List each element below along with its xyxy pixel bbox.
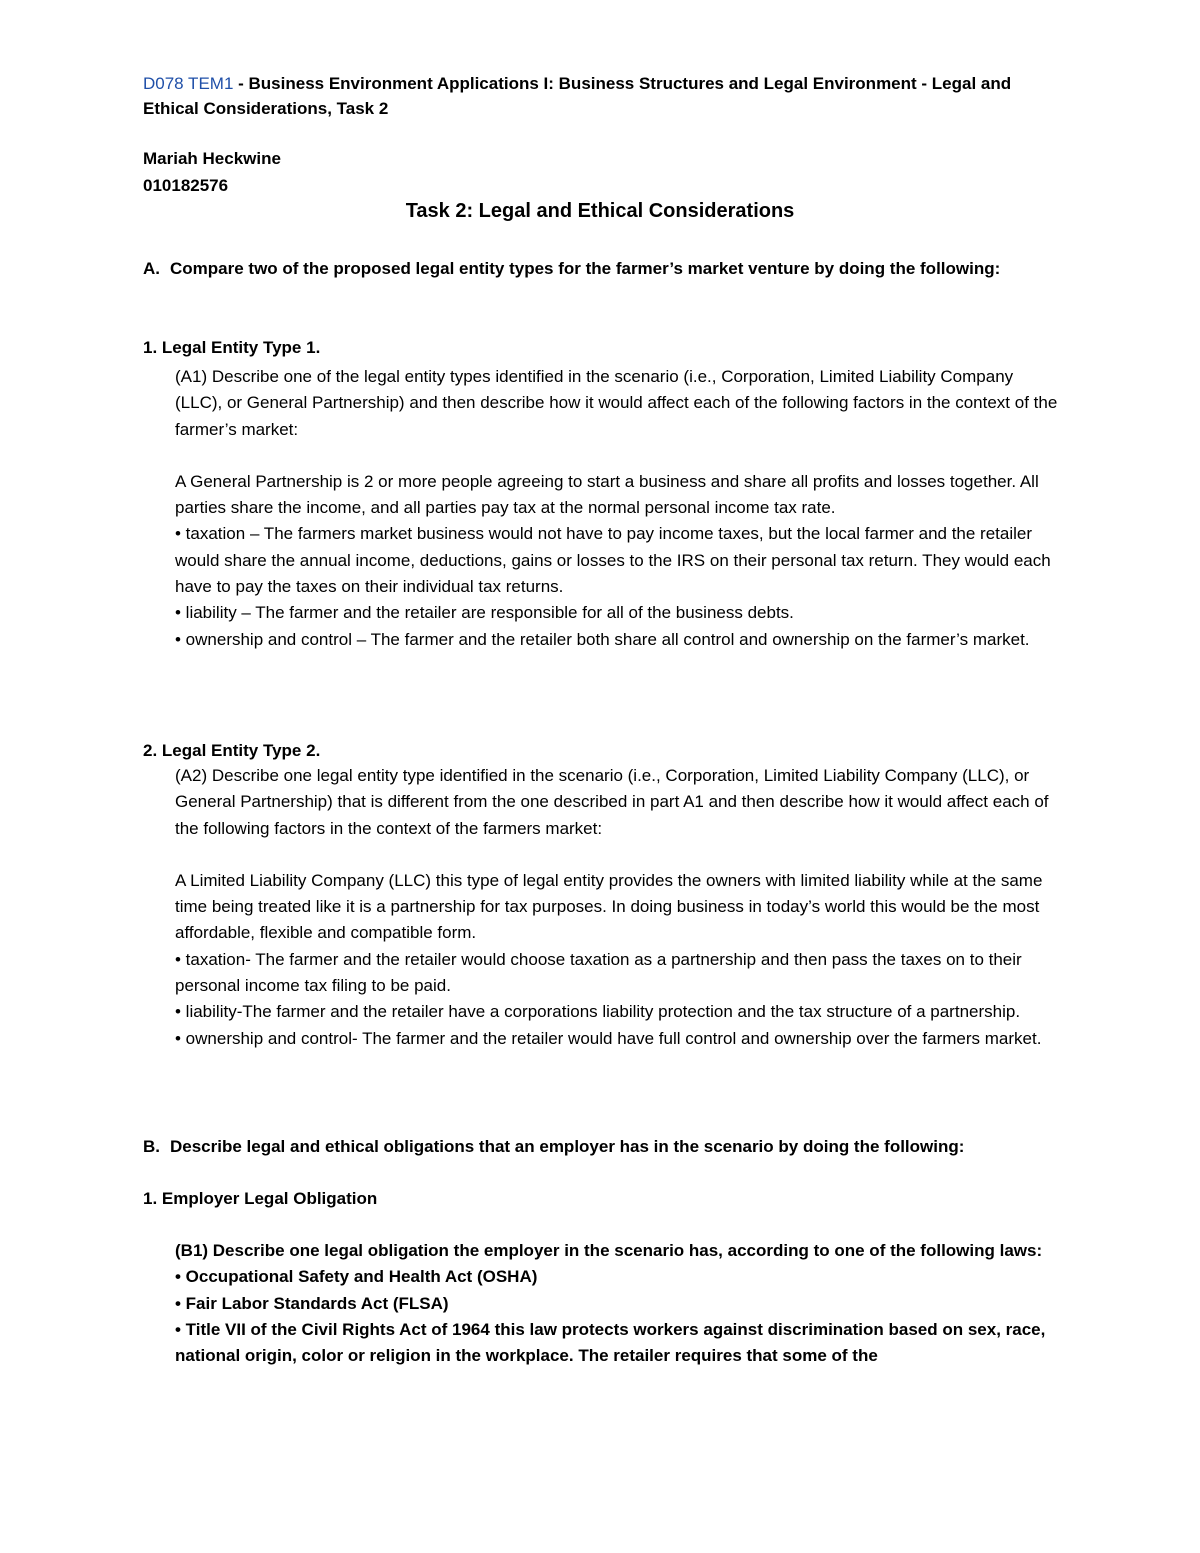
b1-law-flsa: • Fair Labor Standards Act (FLSA) <box>175 1293 449 1313</box>
a1-ownership: • ownership and control – The farmer and the retailer both share all control and ownership on the farmer’s market. <box>175 629 1030 649</box>
section-a-text: Compare two of the proposed legal entity types for the farmer’s market venture by doing the following: <box>170 259 1001 278</box>
section-b-text: Describe legal and ethical obligations that an employer has in the scenario by doing the following: <box>170 1137 965 1156</box>
a2-body <box>175 763 1065 1052</box>
a1-body <box>175 364 1065 653</box>
page-title: Task 2: Legal and Ethical Considerations <box>405 200 795 222</box>
a2-prompt-label: (A2) <box>175 766 208 785</box>
student-id: 010182576 <box>143 176 229 195</box>
b1-heading: 1. Employer Legal Obligation <box>143 1189 378 1208</box>
a2-intro: A Limited Liability Company (LLC) this type of legal entity provides the owners with limited liability while at the same time being treated like it is a partnership for tax purposes. In doing business in today’s world this would be the most affordable, flexible and compatible form. <box>175 870 1043 943</box>
course-description: - Business Environment Applications I: Business Structures and Legal Environment - Legal and Ethical Considerations, Task 2 <box>143 74 1012 118</box>
b1-law-title-vii: • Title VII of the Civil Rights Act of 1964 this law protects workers against discrimination based on sex, race, national origin, color or religion in the workplace. The retailer requires that some of the <box>175 1319 1046 1366</box>
a2-liability: • liability-The farmer and the retailer have a corporations liability protection and the tax structure of a partnership. <box>175 1002 1021 1022</box>
author-block <box>143 145 281 199</box>
a1-liability: • liability – The farmer and the retailer are responsible for all of the business debts. <box>175 603 794 623</box>
section-b-heading <box>143 1133 1063 1160</box>
b1-body <box>175 1238 1065 1369</box>
a1-prompt <box>175 364 1065 443</box>
document-header <box>143 71 1063 121</box>
a1-taxation: • taxation – The farmers market business would not have to pay income taxes, but the local farmer and the retailer would share the annual income, deductions, gains or losses to the IRS on their personal tax return. They would each have to pay the taxes on their individual tax returns. <box>175 524 1051 597</box>
a1-prompt-label: (A1) <box>175 367 208 386</box>
section-a-marker: A. <box>143 259 160 278</box>
b1-prompt: (B1) Describe one legal obligation the employer in the scenario has, according to one of the following laws: <box>175 1241 1043 1260</box>
a2-prompt <box>175 763 1065 842</box>
a2-taxation: • taxation- The farmer and the retailer would choose taxation as a partnership and then pass the taxes on to their personal income tax filing to be paid. <box>175 949 1022 996</box>
course-code: D078 TEM1 <box>143 74 234 93</box>
a1-heading: 1. Legal Entity Type 1. <box>143 338 321 357</box>
a2-heading: 2. Legal Entity Type 2. <box>143 741 321 760</box>
b1-law-osha: • Occupational Safety and Health Act (OSHA) <box>175 1267 538 1287</box>
a1-intro: A General Partnership is 2 or more people agreeing to start a business and share all profits and losses together. All parties share the income, and all parties pay tax at the normal personal income tax rate. <box>175 471 1039 518</box>
section-a-heading <box>143 255 1063 282</box>
a2-ownership: • ownership and control- The farmer and the retailer would have full control and ownership over the farmers market. <box>175 1028 1042 1048</box>
a1-prompt-text: Describe one of the legal entity types identified in the scenario (i.e., Corporation, Limited Liability Company (LLC), or General Partnership) and then describe how it would affect each of the following factors in the context of the farmer’s market: <box>175 367 1058 439</box>
a2-prompt-text: Describe one legal entity type identified in the scenario (i.e., Corporation, Limited Liability Company (LLC), or General Partnership) that is different from the one described in part A1 and then describe how it would affect each of the following factors in the context of the farmers market: <box>175 766 1049 838</box>
author-name: Mariah Heckwine <box>143 149 281 168</box>
section-b-marker: B. <box>143 1137 160 1156</box>
